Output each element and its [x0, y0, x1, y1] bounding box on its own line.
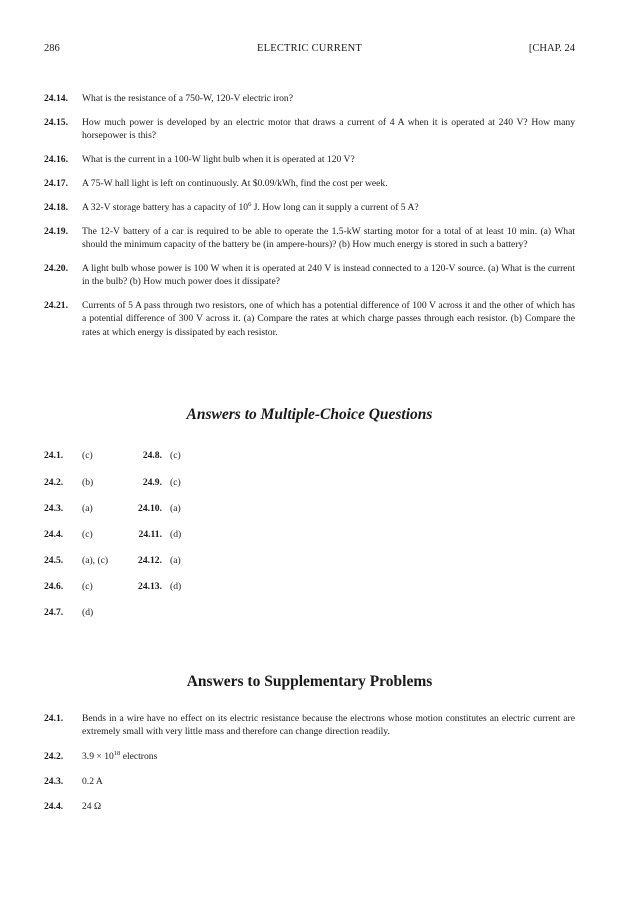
answer-choice: (c)	[82, 581, 93, 592]
answer-text: Bends in a wire have no effect on its electric resistance because the electrons whose motion constitutes an electric current are extremely small with very little mass and therefore can change direction readily.	[82, 713, 575, 738]
problem-item	[44, 225, 575, 252]
question-number: 24.7.	[44, 607, 64, 618]
question-number: 24.9.	[142, 477, 162, 488]
answer-choice: (a)	[170, 555, 181, 566]
question-number: 24.2.	[44, 477, 64, 488]
problem-number: 24.18.	[44, 201, 68, 213]
problem-number: 24.16.	[44, 154, 68, 166]
question-number: 24.6.	[44, 581, 64, 592]
exponent: 6	[248, 200, 252, 208]
problem-number: 24.17.	[44, 177, 68, 189]
chapter-label: [CHAP. 24	[528, 43, 575, 54]
problem-number: 24.21.	[44, 300, 68, 312]
exponent: 18	[113, 750, 121, 758]
mcq-answer	[120, 554, 181, 567]
mcq-answer	[120, 449, 181, 462]
supplementary-answers	[44, 712, 575, 824]
question-number: 24.1.	[44, 450, 64, 461]
question-number: 24.11.	[138, 529, 162, 540]
page-number: 286	[44, 43, 60, 54]
question-number: 24.13.	[138, 581, 162, 592]
answer-number: 24.2.	[44, 751, 64, 763]
problem-text: Currents of 5 A pass through two resistors, one of which has a potential difference of 100 V across it and the other of which has a potential difference of 300 V across it. (a) Compare the rates at which charge passes through each resistor. (b) Compare the rates at which energy is dissipated by each resistor.	[82, 300, 575, 338]
page-header	[44, 43, 575, 57]
mcq-answer	[44, 606, 194, 619]
answer-number: 24.4.	[44, 800, 64, 812]
answer-text: 24 Ω	[82, 800, 102, 812]
mcq-answer	[120, 528, 182, 541]
problem-number: 24.20.	[44, 262, 68, 274]
problem-item	[44, 153, 575, 166]
mcq-answer	[120, 476, 181, 489]
problem-number: 24.14.	[44, 93, 68, 104]
answer-choice: (c)	[170, 477, 181, 488]
mcq-heading: Answers to Multiple-Choice Questions	[186, 406, 433, 423]
problem-item	[44, 201, 575, 214]
mcq-answer	[120, 502, 181, 515]
question-number: 24.8.	[142, 450, 162, 461]
problem-text: A 32-V storage battery has a capacity of $10^6$ J. How long can it supply a current of 5 A?	[82, 200, 419, 213]
problem-text: What is the current in a 100-W light bulb when it is operated at 120 V?	[82, 154, 355, 166]
problem-text: What is the resistance of a 750-W, 120-V electric iron?	[82, 93, 293, 104]
question-number: 24.5.	[44, 555, 64, 566]
question-number: 24.10.	[138, 503, 162, 514]
answer-choice: (d)	[82, 607, 94, 618]
problem-list	[44, 92, 575, 350]
running-title: ELECTRIC CURRENT	[257, 43, 362, 54]
answer-text: 0.2 A	[82, 775, 103, 787]
answer-item	[44, 800, 575, 813]
answer-item	[44, 775, 575, 788]
question-number: 24.4.	[44, 529, 64, 540]
question-number: 24.3.	[44, 503, 64, 514]
problem-item	[44, 92, 575, 105]
supplementary-heading: Answers to Supplementary Problems	[186, 673, 433, 690]
answer-choice: (c)	[82, 529, 93, 540]
answer-choice: (a)	[82, 503, 93, 514]
answer-text: $3.9 \times 10^{18}$ electrons	[82, 750, 158, 763]
answer-number: 24.3.	[44, 775, 64, 787]
answer-choice: (c)	[170, 450, 181, 461]
answer-item	[44, 750, 575, 763]
problem-item	[44, 299, 575, 339]
answer-number: 24.1.	[44, 713, 64, 724]
problem-text: How much power is developed by an electric motor that draws a current of 4 A when it is operated at 240 V? How many horsepower is this?	[82, 116, 575, 142]
problem-item	[44, 116, 575, 143]
problem-number: 24.19.	[44, 225, 68, 237]
problem-item	[44, 177, 575, 190]
answer-choice: (c)	[82, 450, 93, 461]
answer-choice: (a), (c)	[82, 555, 109, 566]
problem-text: A light bulb whose power is 100 W when it is operated at 240 V is instead connected to a 120-V source. (a) What is the current in the bulb? (b) How much power does it dissipate?	[82, 262, 575, 288]
answer-choice: (d)	[170, 581, 182, 592]
problem-number: 24.15.	[44, 116, 68, 128]
answer-item	[44, 712, 575, 739]
answer-choice: (d)	[170, 529, 182, 540]
problem-text: The 12-V battery of a car is required to be able to operate the 1.5-kW starting motor for a total of at least 10 min. (a) What should the minimum capacity of the battery be (in ampere-hours)? (b) How much energy is stored in such a battery?	[82, 225, 575, 251]
mcq-answer	[120, 580, 182, 593]
question-number: 24.12.	[138, 555, 162, 566]
answer-choice: (b)	[82, 477, 94, 488]
problem-text: A 75-W hall light is left on continuously. At $0.09/kWh, find the cost per week.	[82, 177, 388, 189]
problem-item	[44, 262, 575, 289]
answer-choice: (a)	[170, 503, 181, 514]
